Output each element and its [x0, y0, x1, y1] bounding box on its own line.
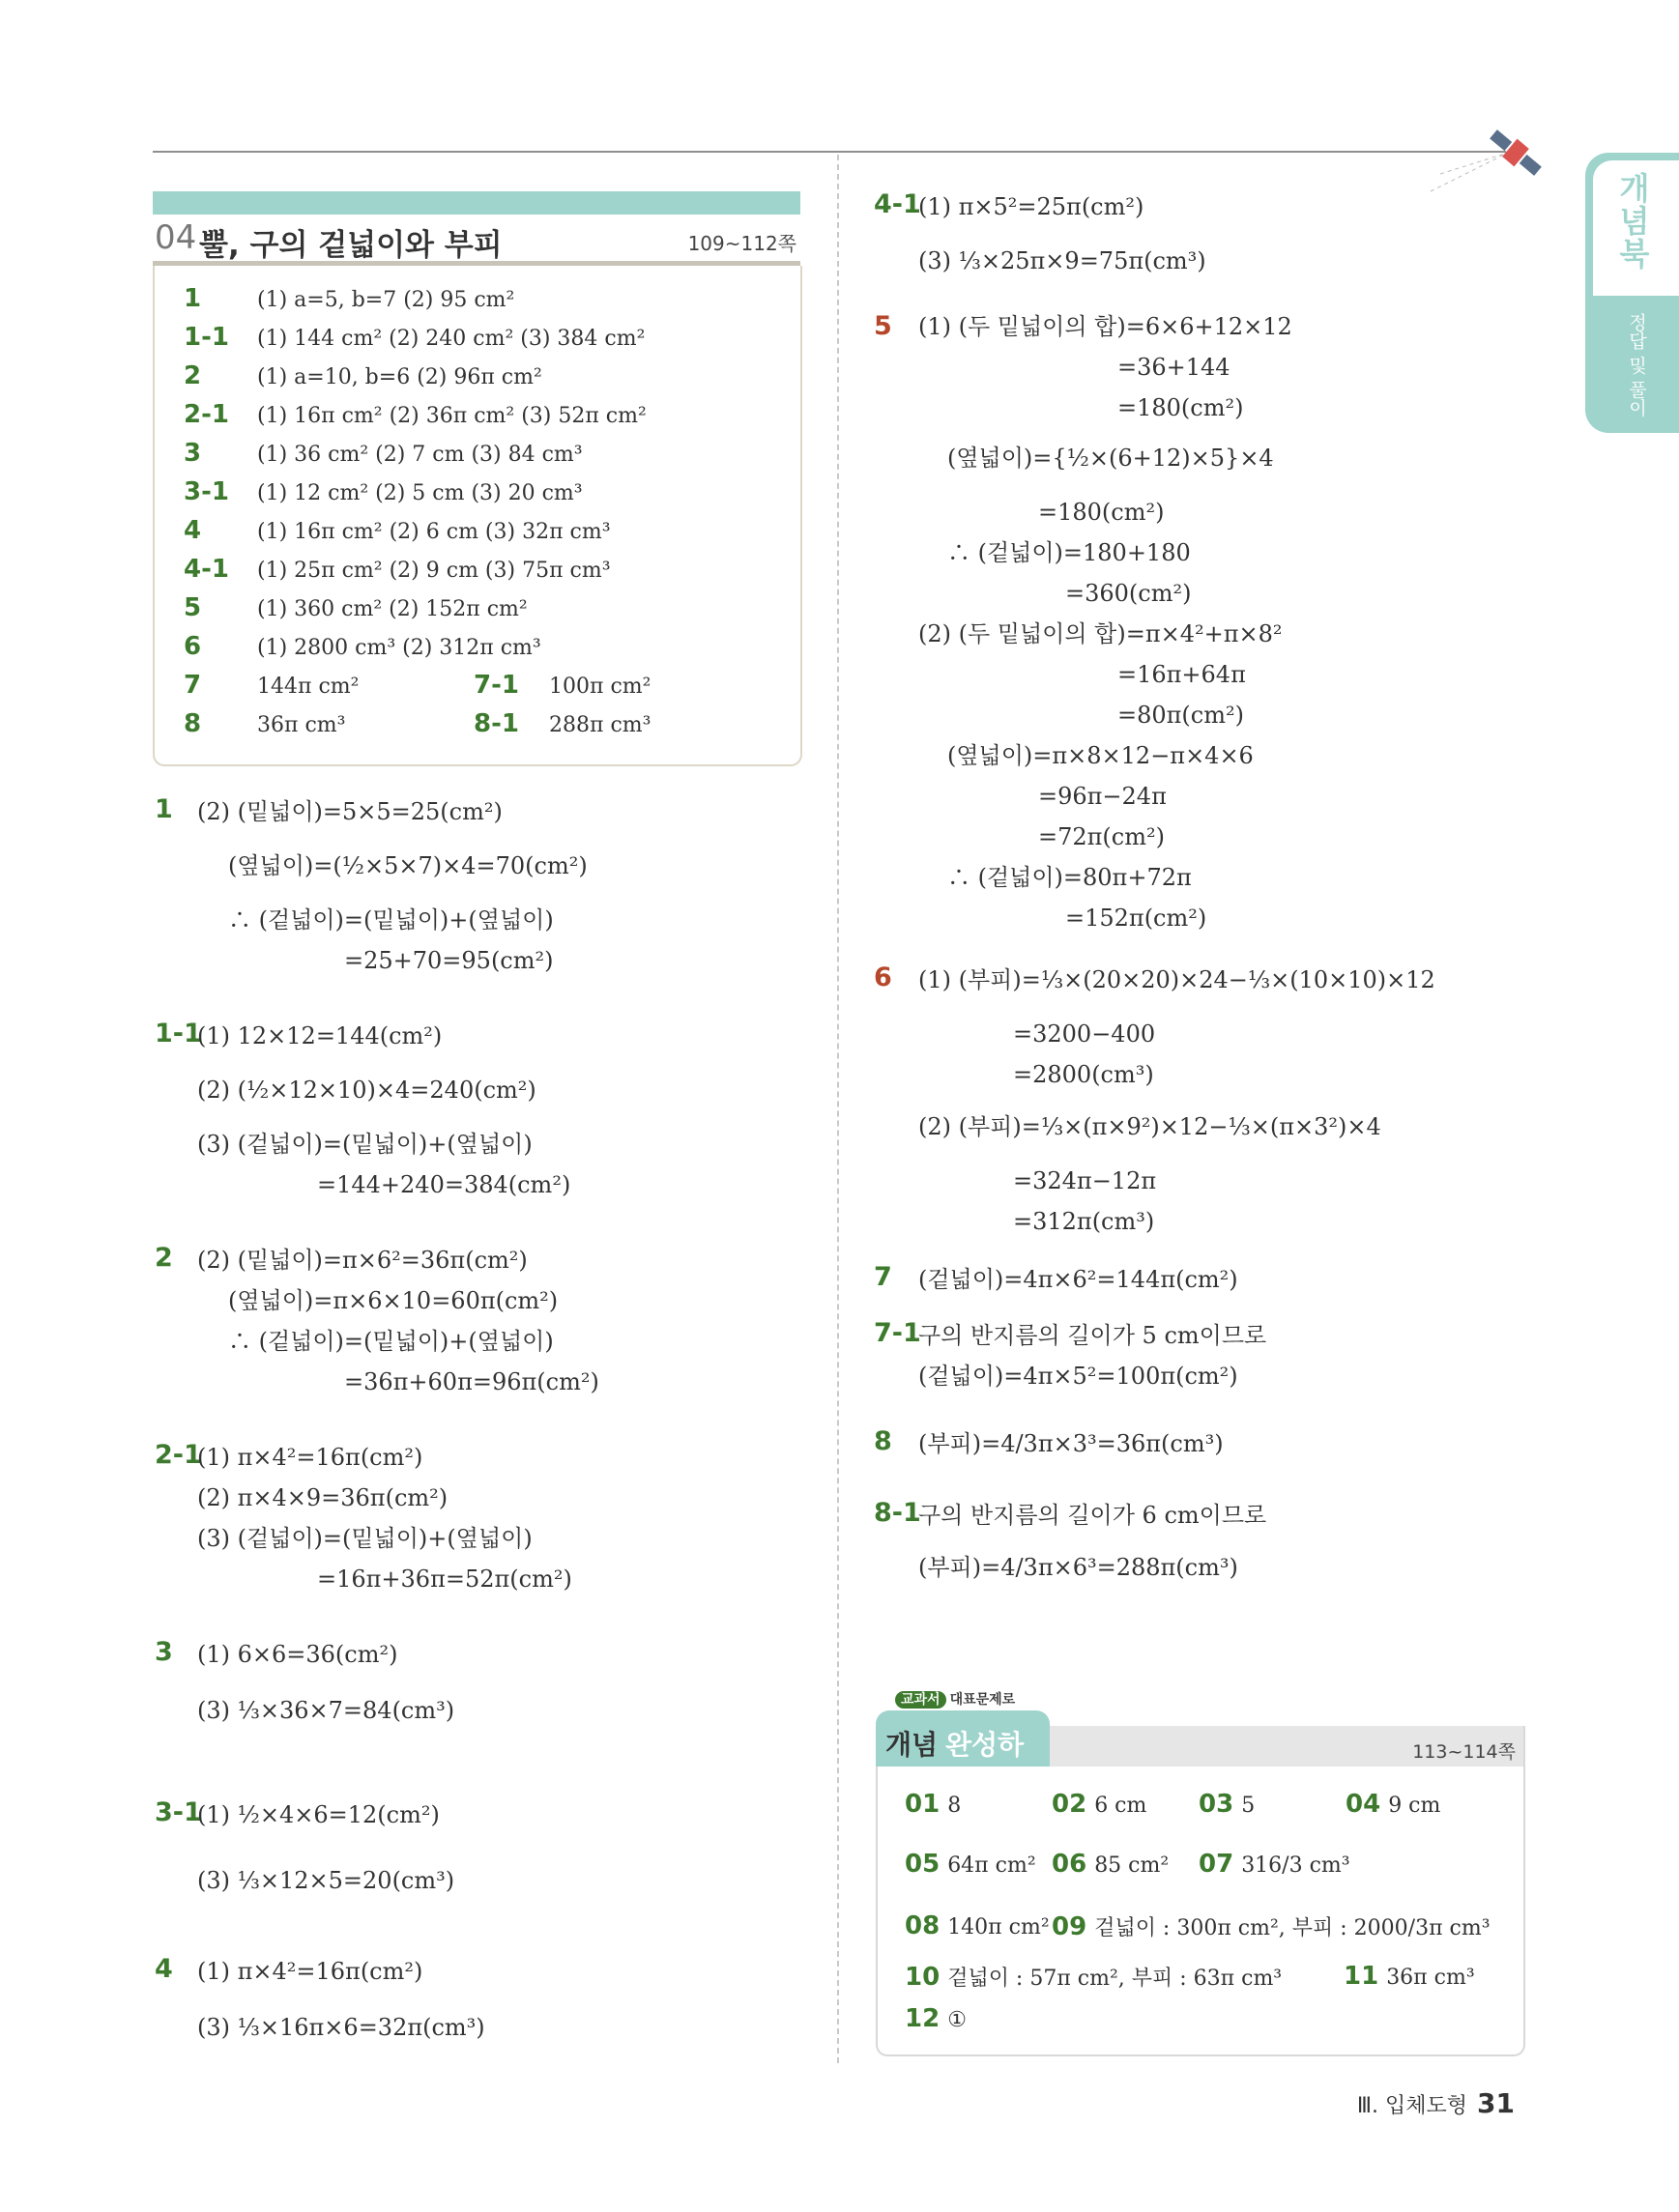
solution-line: (겉넓이)=4π×5²=100π(cm²): [918, 1363, 1238, 1390]
review-pages: 113~114쪽: [1412, 1741, 1516, 1763]
review-item: 11 36π cm³: [1344, 1962, 1475, 1991]
solution-number: 1-1: [155, 1019, 202, 1049]
solution-line: (겉넓이)=4π×6²=144π(cm²): [918, 1266, 1238, 1293]
review-item: 12 ①: [905, 2004, 967, 2033]
side-tab: [1585, 153, 1679, 433]
solution-line: (부피)=4/3π×3³=36π(cm³): [918, 1430, 1224, 1457]
solution-line: (3) ⅓×16π×6=32π(cm³): [197, 2014, 485, 2041]
solution-line: (2) (두 밑넓이의 합)=π×4²+π×8²: [918, 620, 1283, 647]
solution-line: (1) π×4²=16π(cm²): [197, 1444, 423, 1471]
solution-line: (2) (밑넓이)=π×6²=36π(cm²): [197, 1247, 528, 1274]
solution-line: (3) ⅓×12×5=20(cm³): [197, 1867, 455, 1894]
solution-line: 구의 반지름의 길이가 6 cm이므로: [918, 1502, 1267, 1529]
satellite-icon: [1421, 114, 1547, 201]
solution-line: ∴ (겉넓이)=(밑넓이)+(옆넓이): [228, 906, 554, 934]
section-number: 04: [155, 218, 197, 257]
solution-line: ∴ (겉넓이)=(밑넓이)+(옆넓이): [228, 1328, 554, 1355]
review-item: 02 6 cm: [1052, 1790, 1147, 1819]
solution-line: (2) (부피)=⅓×(π×9²)×12−⅓×(π×3²)×4: [918, 1113, 1381, 1140]
solution-line: =360(cm²): [1065, 580, 1192, 607]
top-rule: [153, 151, 1506, 153]
solution-line: (옆넓이)=π×8×12−π×4×6: [947, 742, 1254, 769]
review-item: 05 64π cm²: [905, 1850, 1036, 1879]
solution-line: =180(cm²): [1117, 394, 1244, 421]
textbook-pill: 교과서: [895, 1691, 946, 1709]
solution-line: =152π(cm²): [1065, 905, 1207, 932]
solution-line: ∴ (겉넓이)=180+180: [947, 539, 1191, 566]
solution-line: =16π+36π=52π(cm²): [317, 1566, 572, 1593]
solution-number: 3: [155, 1637, 173, 1667]
solution-line: =96π−24π: [1038, 783, 1167, 810]
solution-number: 5: [874, 311, 892, 341]
solution-line: =72π(cm²): [1038, 823, 1165, 850]
review-item: 08 140π cm²: [905, 1911, 1050, 1940]
solution-line: (3) (겉넓이)=(밑넓이)+(옆넓이): [197, 1131, 533, 1158]
solution-number: 4-1: [874, 189, 921, 219]
solution-number: 8-1: [874, 1498, 921, 1528]
solution-line: =25+70=95(cm²): [344, 947, 554, 974]
solution-line: (옆넓이)=(½×5×7)×4=70(cm²): [228, 852, 588, 879]
solution-number: 7-1: [874, 1318, 921, 1348]
review-label: [895, 1689, 1015, 1709]
solution-line: (1) (부피)=⅓×(20×20)×24−⅓×(10×10)×12: [918, 966, 1435, 993]
review-title-a: 개념: [885, 1729, 939, 1761]
solution-line: =312π(cm³): [1013, 1208, 1155, 1235]
solution-line: =144+240=384(cm²): [317, 1171, 571, 1198]
solution-line: (2) (밑넓이)=5×5=25(cm²): [197, 798, 503, 825]
solution-line: (부피)=4/3π×6³=288π(cm³): [918, 1554, 1238, 1581]
solution-line: =2800(cm³): [1013, 1061, 1154, 1088]
review-item: 10 겉넓이 : 57π cm², 부피 : 63π cm³: [905, 1963, 1283, 1992]
review-item: 07 316/3 cm³: [1199, 1850, 1350, 1879]
side-tab-subtitle: 정답 및 풀이: [1626, 313, 1647, 417]
review-item: 01 8: [905, 1790, 962, 1819]
solution-line: =80π(cm²): [1117, 702, 1244, 729]
page-number: 31: [1477, 2087, 1515, 2119]
review-tab: [876, 1710, 1050, 1799]
review-item: 04 9 cm: [1346, 1790, 1441, 1819]
solution-line: (3) ⅓×36×7=84(cm³): [197, 1697, 455, 1724]
solution-line: (1) π×4²=16π(cm²): [197, 1958, 423, 1985]
solution-line: =16π+64π: [1117, 661, 1246, 688]
review-item: 06 85 cm²: [1052, 1850, 1170, 1879]
solution-line: (옆넓이)=π×6×10=60π(cm²): [228, 1287, 559, 1314]
section-bar: [153, 191, 800, 215]
solution-line: (1) (두 밑넓이의 합)=6×6+12×12: [918, 313, 1292, 340]
solution-line: =180(cm²): [1038, 499, 1165, 526]
solution-number: 3-1: [155, 1797, 202, 1827]
solution-line: (2) (½×12×10)×4=240(cm²): [197, 1077, 536, 1104]
solution-line: =36+144: [1117, 354, 1230, 381]
solution-number: 8: [874, 1426, 892, 1456]
solution-line: (2) π×4×9=36π(cm²): [197, 1484, 449, 1511]
page-footer: [1357, 2087, 1515, 2119]
solution-number: 6: [874, 962, 892, 992]
section-pages: 109~112쪽: [687, 232, 796, 255]
solution-number: 4: [155, 1954, 173, 1984]
review-item: 09 겉넓이 : 300π cm², 부피 : 2000/3π cm³: [1052, 1912, 1491, 1941]
section-title: 뿔, 구의 겉넓이와 부피: [199, 228, 503, 263]
solution-line: (3) ⅓×25π×9=75π(cm³): [918, 247, 1206, 274]
solution-line: 구의 반지름의 길이가 5 cm이므로: [918, 1322, 1267, 1349]
chapter-label: Ⅲ. 입체도형: [1356, 2094, 1468, 2118]
solution-line: =324π−12π: [1013, 1167, 1157, 1194]
solution-line: ∴ (겉넓이)=80π+72π: [947, 864, 1192, 891]
solution-number: 2: [155, 1243, 173, 1273]
side-tab-title: 개념북: [1614, 172, 1651, 271]
solution-number: 1: [155, 794, 173, 824]
section-header: [153, 215, 800, 266]
solution-number: 7: [874, 1262, 892, 1292]
solution-line: =36π+60π=96π(cm²): [344, 1368, 599, 1395]
solution-line: (1) ½×4×6=12(cm²): [197, 1801, 440, 1828]
solution-line: (옆넓이)={½×(6+12)×5}×4: [947, 445, 1274, 472]
solution-line: (1) 12×12=144(cm²): [197, 1022, 443, 1049]
review-label-text: 대표문제로: [949, 1692, 1016, 1708]
solution-line: =3200−400: [1013, 1020, 1156, 1048]
solution-line: (3) (겉넓이)=(밑넓이)+(옆넓이): [197, 1525, 533, 1552]
review-title-b: 완성하기: [945, 1729, 1025, 1799]
solution-line: (1) π×5²=25π(cm²): [918, 193, 1144, 220]
solution-number: 2-1: [155, 1440, 202, 1470]
review-item: 03 5: [1199, 1790, 1256, 1819]
solution-line: (1) 6×6=36(cm²): [197, 1641, 398, 1668]
column-divider: [837, 155, 839, 2063]
